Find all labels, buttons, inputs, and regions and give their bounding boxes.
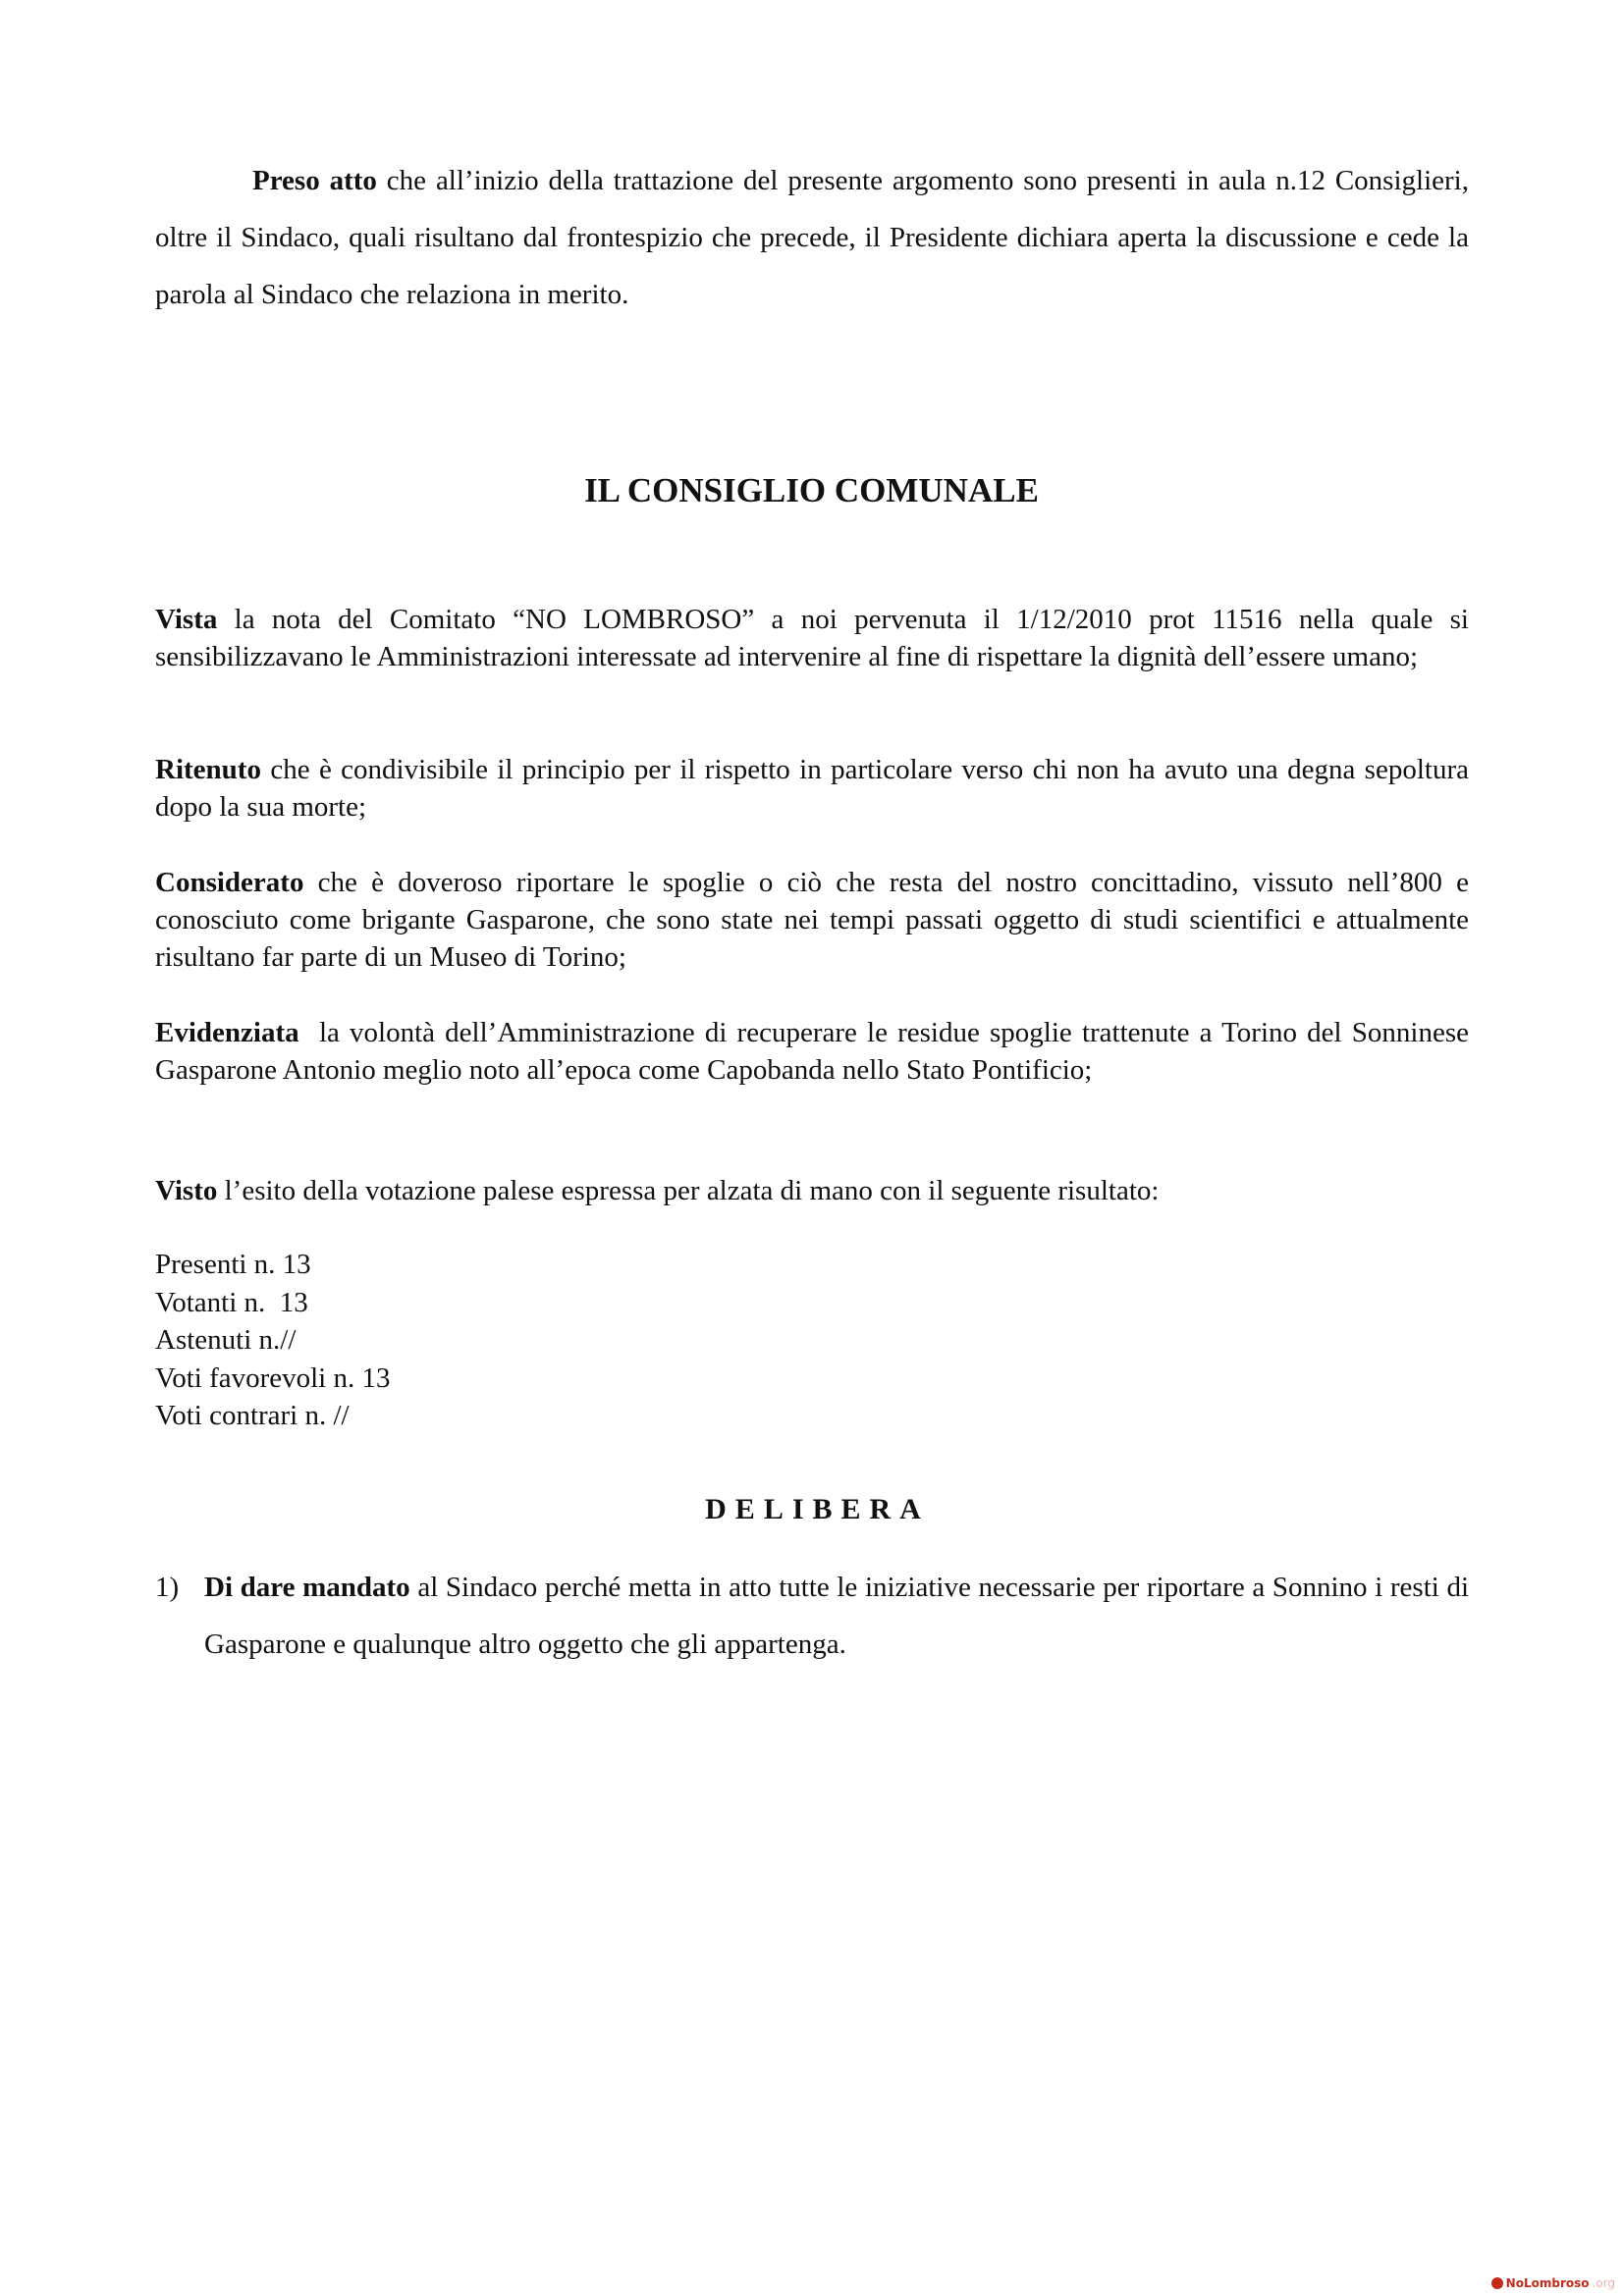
delibera-heading: DELIBERA (705, 1493, 930, 1525)
watermark-logo (1491, 2276, 1615, 2290)
intro-text: che all’inizio della trattazione del presente argomento sono presenti in aula n.12 Consiglieri, oltre il Sindaco, quali risultano dal frontespizio che precede, il Presidente dichiara aperta la discussione e cede la parola al Sindaco che relaziona in merito. (155, 165, 1469, 310)
intro-paragraph (155, 152, 1469, 323)
ritenuto-paragraph (155, 751, 1469, 826)
visto-paragraph (155, 1171, 1469, 1210)
intro-lead: Preso atto (252, 165, 377, 196)
decision-lead: Di dare mandato (204, 1572, 410, 1603)
watermark-name: NoLombroso (1505, 2276, 1590, 2290)
vote-results (155, 1246, 1469, 1435)
decision-number: 1) (155, 1572, 180, 1603)
decision-body (204, 1559, 1469, 1673)
vote-result-in-favor: Voti favorevoli n. 13 (155, 1362, 391, 1394)
vote-result-voters: Votanti n. 13 (155, 1286, 308, 1318)
evidenziata-paragraph (155, 1014, 1477, 1089)
council-heading: IL CONSIGLIO COMUNALE (584, 471, 1039, 509)
ritenuto-lead: Ritenuto (155, 754, 261, 785)
decision-item (155, 1559, 1469, 1673)
considerato-text: che è doveroso riportare le spoglie o ciò che resta del nostro concittadino, vissuto nell’800 e conosciuto come brigante Gasparone, che sono state nei tempi passati oggetto di studi scientifici e attualmente risultano far parte di un Museo di Torino; (155, 867, 1469, 973)
evidenziata-text: la volontà dell’Amministrazione di recuperare le residue spoglie trattenute a Torino del Sonninese Gasparone Antonio meglio noto all’epoca come Capobanda nello Stato Pontificio; (155, 1017, 1477, 1086)
watermark-tld: .org (1592, 2276, 1615, 2290)
vista-paragraph (155, 601, 1469, 675)
vista-lead: Vista (155, 604, 218, 635)
considerato-lead: Considerato (155, 867, 304, 898)
visto-lead: Visto (155, 1175, 218, 1206)
evidenziata-lead: Evidenziata (155, 1017, 299, 1048)
vote-result-against: Voti contrari n. // (155, 1400, 350, 1431)
visto-text: l’esito della votazione palese espressa per alzata di mano con il seguente risultato: (217, 1175, 1160, 1206)
ritenuto-text: che è condivisibile il principio per il rispetto in particolare verso chi non ha avuto una degna sepoltura dopo la sua morte; (155, 754, 1469, 823)
considerato-paragraph (155, 864, 1469, 976)
skull-icon (1491, 2277, 1503, 2289)
vote-result-present: Presenti n. 13 (155, 1249, 311, 1280)
vote-result-abstained: Astenuti n.// (155, 1324, 297, 1356)
vista-text: la nota del Comitato “NO LOMBROSO” a noi pervenuta il 1/12/2010 prot 11516 nella quale si sensibilizzavano le Amministrazioni interessate ad intervenire al fine di rispettare la dignità dell’essere umano; (155, 604, 1469, 672)
decision-text: al Sindaco perché metta in atto tutte le iniziative necessarie per riportare a Sonnino i resti di Gasparone e qualunque altro oggetto che gli appartenga. (204, 1572, 1469, 1660)
